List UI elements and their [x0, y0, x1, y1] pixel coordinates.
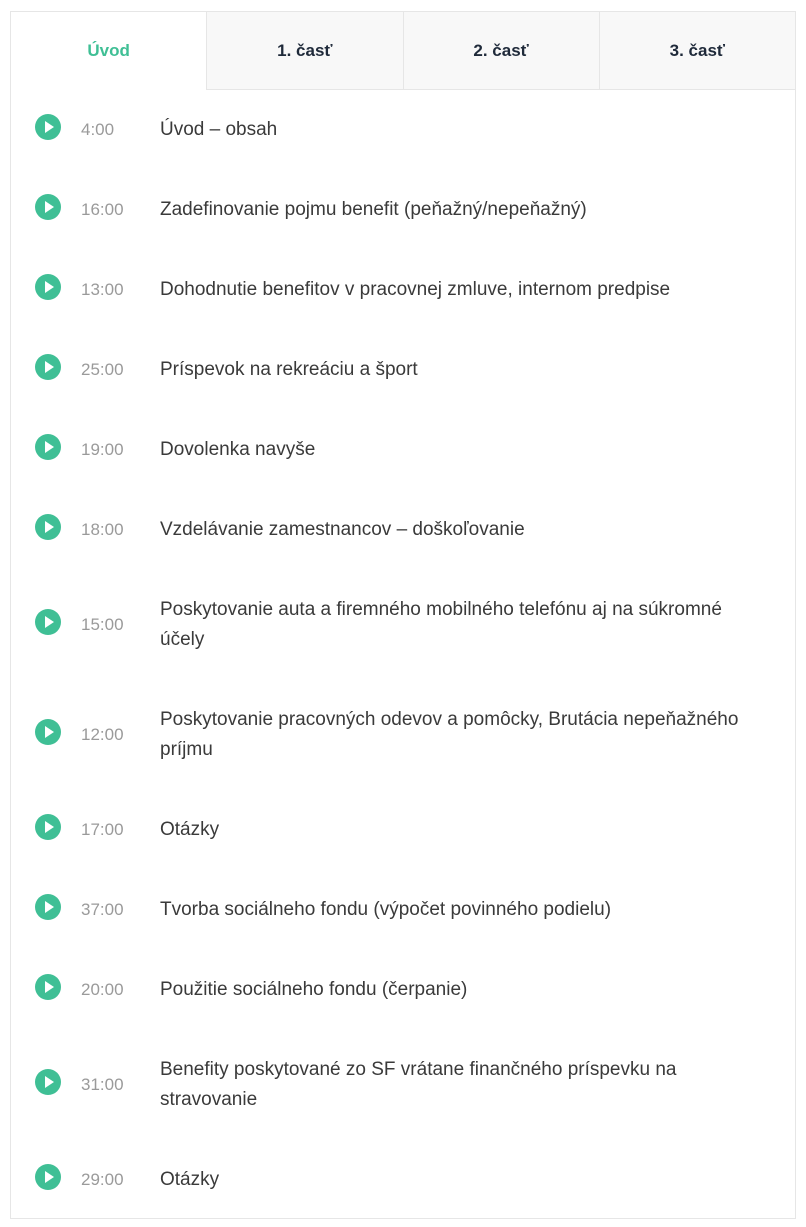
list-item[interactable] — [11, 680, 795, 790]
item-title: Zadefinovanie pojmu benefit (peňažný/nepeňažný) — [160, 199, 587, 220]
item-title: Vzdelávanie zamestnancov – doškoľovanie — [160, 519, 525, 540]
item-duration: 13:00 — [81, 280, 124, 299]
item-title: Tvorba sociálneho fondu (výpočet povinného podielu) — [160, 899, 612, 920]
item-duration: 17:00 — [81, 820, 124, 839]
item-title: Poskytovanie auta a firemného mobilného telefónu aj na súkromné účely — [160, 599, 722, 650]
item-duration: 31:00 — [81, 1075, 124, 1094]
list-item[interactable] — [11, 490, 795, 570]
lesson-panel — [10, 11, 796, 1219]
play-circle-icon[interactable] — [35, 194, 61, 220]
tab-cast-2[interactable]: 2. časť — [403, 12, 599, 90]
play-circle-icon[interactable] — [35, 274, 61, 300]
item-title: Úvod – obsah — [160, 119, 278, 140]
item-title: Príspevok na rekreáciu a šport — [160, 359, 418, 380]
item-title: Dohodnutie benefitov v pracovnej zmluve, internom predpise — [160, 279, 671, 300]
list-item[interactable] — [11, 1140, 795, 1220]
item-duration: 25:00 — [81, 360, 124, 379]
list-item[interactable] — [11, 90, 795, 170]
list-item[interactable] — [11, 330, 795, 410]
list-item[interactable] — [11, 410, 795, 490]
item-duration: 16:00 — [81, 200, 124, 219]
tab-uvod[interactable]: Úvod — [11, 12, 206, 90]
item-duration: 12:00 — [81, 725, 124, 744]
list-item[interactable] — [11, 570, 795, 680]
play-circle-icon[interactable] — [35, 609, 61, 635]
tab-bar — [11, 12, 795, 90]
item-title: Otázky — [160, 819, 220, 840]
item-duration: 18:00 — [81, 520, 124, 539]
item-duration: 29:00 — [81, 1170, 124, 1189]
play-circle-icon[interactable] — [35, 354, 61, 380]
item-duration: 15:00 — [81, 615, 124, 634]
play-circle-icon[interactable] — [35, 719, 61, 745]
item-title: Poskytovanie pracovných odevov a pomôcky, Brutácia nepeňažného príjmu — [160, 709, 739, 760]
list-item[interactable] — [11, 170, 795, 250]
item-title: Dovolenka navyše — [160, 439, 316, 460]
tab-cast-3[interactable]: 3. časť — [599, 12, 795, 90]
item-title: Otázky — [160, 1169, 220, 1190]
play-circle-icon[interactable] — [35, 1164, 61, 1190]
play-circle-icon[interactable] — [35, 894, 61, 920]
item-duration: 4:00 — [81, 120, 115, 139]
item-duration: 20:00 — [81, 980, 124, 999]
item-title: Použitie sociálneho fondu (čerpanie) — [160, 979, 468, 1000]
item-duration: 19:00 — [81, 440, 124, 459]
play-circle-icon[interactable] — [35, 114, 61, 140]
play-circle-icon[interactable] — [35, 974, 61, 1000]
list-item[interactable] — [11, 250, 795, 330]
play-circle-icon[interactable] — [35, 514, 61, 540]
lesson-list — [11, 90, 795, 1220]
item-title: Benefity poskytované zo SF vrátane finančného príspevku na stravovanie — [160, 1059, 677, 1110]
play-circle-icon[interactable] — [35, 814, 61, 840]
play-circle-icon[interactable] — [35, 1069, 61, 1095]
list-item[interactable] — [11, 870, 795, 950]
list-item[interactable] — [11, 790, 795, 870]
list-item[interactable] — [11, 950, 795, 1030]
play-circle-icon[interactable] — [35, 434, 61, 460]
tab-cast-1[interactable]: 1. časť — [206, 12, 402, 90]
list-item[interactable] — [11, 1030, 795, 1140]
item-duration: 37:00 — [81, 900, 124, 919]
